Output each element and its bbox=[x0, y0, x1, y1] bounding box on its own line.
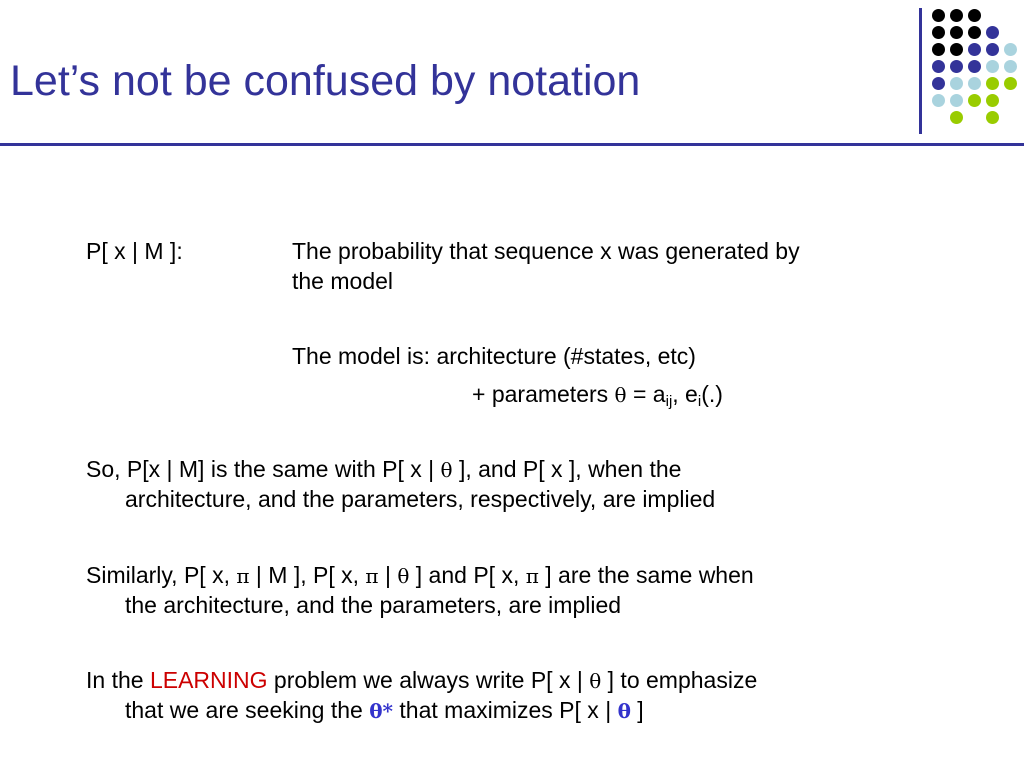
paragraph-similarly-line1: Similarly, P[ x, π | M ], P[ x, π | θ ] and P[ x, π ] are the same when bbox=[86, 562, 754, 588]
dot-black bbox=[950, 9, 963, 22]
pi-symbol: π bbox=[236, 564, 250, 588]
paragraph-learning-line1: In the LEARNING problem we always write P[ x | θ ] to emphasize bbox=[86, 667, 758, 693]
model-description: The model is: architecture (#states, etc) bbox=[292, 343, 696, 369]
dot-light-blue bbox=[932, 94, 945, 107]
definition-desc-line1: The probability that sequence x was generated by bbox=[292, 238, 800, 264]
dot-black bbox=[950, 43, 963, 56]
vertical-accent-rule bbox=[919, 8, 922, 134]
model-parameters: + parameters $\theta = a_{ij}$, $e_i(.)$ bbox=[472, 381, 723, 410]
dot-light-blue bbox=[986, 60, 999, 73]
paragraph-so-line1: So, P[x | M] is the same with P[ x | θ ], and P[ x ], when the bbox=[86, 456, 682, 482]
dot-light-blue bbox=[1004, 60, 1017, 73]
dot-lime bbox=[1004, 77, 1017, 90]
paragraph-so-line2: architecture, and the parameters, respectively, are implied bbox=[125, 486, 716, 512]
dot-indigo bbox=[950, 60, 963, 73]
dot-lime bbox=[950, 111, 963, 124]
dot-indigo bbox=[968, 60, 981, 73]
dot-black bbox=[932, 9, 945, 22]
dot-light-blue bbox=[950, 94, 963, 107]
paragraph-similarly-line2: the architecture, and the parameters, are implied bbox=[125, 592, 622, 618]
theta-symbol: θ bbox=[397, 564, 410, 588]
dot-indigo bbox=[986, 43, 999, 56]
dot-lime bbox=[968, 94, 981, 107]
dot-black bbox=[950, 26, 963, 39]
pi-symbol: π bbox=[525, 564, 539, 588]
theta-symbol: θ bbox=[589, 669, 602, 693]
dot-indigo bbox=[986, 26, 999, 39]
dot-light-blue bbox=[1004, 43, 1017, 56]
learning-highlight: LEARNING bbox=[149, 667, 268, 693]
paragraph-learning-line2: that we are seeking the θ* that maximizes P[ x | θ ] bbox=[125, 697, 644, 723]
dot-indigo bbox=[932, 77, 945, 90]
theta-bold-symbol: θ bbox=[617, 699, 631, 723]
theta-symbol: θ bbox=[440, 458, 453, 482]
definition-term: P[ x | M ]: bbox=[86, 238, 183, 264]
dot-lime bbox=[986, 77, 999, 90]
dot-black bbox=[932, 26, 945, 39]
dot-black bbox=[932, 43, 945, 56]
dot-light-blue bbox=[950, 77, 963, 90]
dot-lime bbox=[986, 94, 999, 107]
theta-star-symbol: θ* bbox=[369, 699, 394, 723]
dot-black bbox=[968, 26, 981, 39]
dot-indigo bbox=[932, 60, 945, 73]
dot-light-blue bbox=[968, 77, 981, 90]
theta-symbol: θ bbox=[614, 383, 627, 407]
dot-indigo bbox=[968, 43, 981, 56]
definition-desc-line2: the model bbox=[292, 268, 394, 294]
dot-black bbox=[968, 9, 981, 22]
slide-title: Let’s not be confused by notation bbox=[10, 57, 641, 105]
dot-lime bbox=[986, 111, 999, 124]
title-underline bbox=[0, 143, 1024, 146]
pi-symbol: π bbox=[365, 564, 379, 588]
